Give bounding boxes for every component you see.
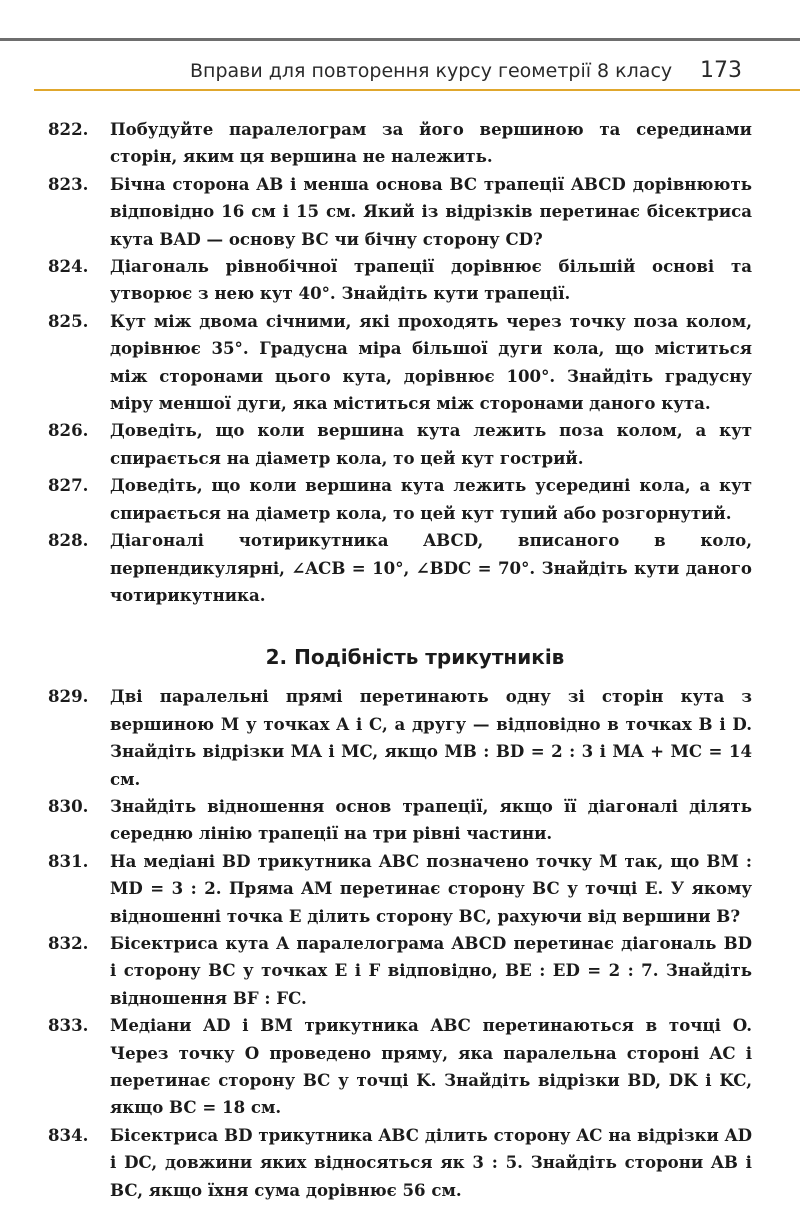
exercise-number: 833. <box>48 1015 89 1036</box>
header-rule <box>34 89 800 91</box>
exercise-text: Доведіть, що коли вершина кута лежить поза колом, а кут спирається на діаметр кола, то цей кут гострий. <box>110 420 752 468</box>
page-content <box>48 116 752 1204</box>
page-number: 173 <box>700 58 742 83</box>
exercise-item <box>48 848 752 930</box>
exercise-text: Кут між двома січними, які проходять через точку поза колом, дорівнює 35°. Градусна міра більшої дуги кола, що міститься між сторонами цього кута, дорівнює 100°. Знайдіть градусну міру меншої дуги, яка міститься між сторонами даного кута. <box>110 310 752 414</box>
exercise-item <box>48 472 752 527</box>
exercise-list-review <box>48 116 752 609</box>
exercise-number: 826. <box>48 420 89 441</box>
exercise-item <box>48 417 752 472</box>
exercise-number: 832. <box>48 932 89 953</box>
exercise-text: Бічна сторона AB і менша основа BC трапеції ABCD дорівнюють відповідно 16 см і 15 см. Який із відрізків перетинає бісектриса кута BAD — основу BC чи бічну сторону CD? <box>110 173 752 249</box>
exercise-text: Дві паралельні прямі перетинають одну зі сторін кута з вершиною M у точках A і C, а другу — відповідно в точках B і D. Знайдіть відрізки MA і MC, якщо MB : BD = 2 : 3 і MA + MC = 14 см. <box>110 686 752 789</box>
exercise-text: Діагональ рівнобічної трапеції дорівнює більшій основі та утворює з нею кут 40°. Знайдіть кути трапеції. <box>110 256 752 304</box>
exercise-text: Діагоналі чотирикутника ABCD, вписаного в коло, перпендикулярні, ∠ACB = 10°, ∠BDC = 70°. Знайдіть кути даного чотирикутника. <box>110 530 752 605</box>
exercise-item <box>48 116 752 171</box>
exercise-text: Знайдіть відношення основ трапеції, якщо її діагоналі ділять середню лінію трапеції на три рівні частини. <box>110 795 752 844</box>
exercise-number: 830. <box>48 795 89 816</box>
exercise-item <box>48 793 752 848</box>
exercise-number: 831. <box>48 850 89 871</box>
exercise-text: Бісектриса BD трикутника ABC ділить сторону AC на відрізки AD і DC, довжини яких відносяться як 3 : 5. Знайдіть сторони AB і BC, якщо їхня сума дорівнює 56 см. <box>110 1124 752 1200</box>
exercise-number: 834. <box>48 1124 89 1145</box>
exercise-item <box>48 1012 752 1122</box>
exercise-number: 827. <box>48 475 89 496</box>
exercise-number: 823. <box>48 173 89 194</box>
top-border-line <box>0 38 800 41</box>
exercise-number: 824. <box>48 256 89 277</box>
exercise-item <box>48 308 752 418</box>
exercise-text: Бісектриса кута A паралелограма ABCD перетинає діагональ BD і сторону BC у точках E і F відповідно, BE : ED = 2 : 7. Знайдіть відношення BF : FC. <box>110 932 752 1008</box>
page-header <box>0 56 800 90</box>
exercise-item <box>48 253 752 308</box>
exercise-item <box>48 683 752 793</box>
exercise-number: 829. <box>48 686 89 707</box>
exercise-text: На медіані BD трикутника ABC позначено точку M так, що BM : MD = 3 : 2. Пряма AM перетинає сторону BC у точці E. У якому відношенні точка E ділить сторону BC, рахуючи від вершини B? <box>110 850 752 926</box>
exercise-item <box>48 930 752 1012</box>
exercise-number: 822. <box>48 119 89 139</box>
running-header-title: Вправи для повторення курсу геометрії 8 класу <box>190 60 673 82</box>
exercise-item <box>48 1122 752 1204</box>
exercise-text: Медіани AD і BM трикутника ABC перетинаються в точці O. Через точку O проведено пряму, яка паралельна стороні AC і перетинає сторону BC у точці K. Знайдіть відрізки BD, DK і KC, якщо BC = 18 см. <box>110 1015 752 1118</box>
exercise-text: Побудуйте паралелограм за його вершиною та серединами сторін, яким ця вершина не належить. <box>110 119 752 167</box>
exercise-number: 828. <box>48 530 89 551</box>
exercise-item <box>48 171 752 253</box>
exercise-text: Доведіть, що коли вершина кута лежить усередині кола, а кут спирається на діаметр кола, то цей кут тупий або розгорнутий. <box>110 475 752 523</box>
exercise-list-similarity <box>48 683 752 1204</box>
exercise-item <box>48 527 752 609</box>
section-title: 2. Подібність трикутників <box>265 645 565 670</box>
exercise-number: 825. <box>48 310 89 331</box>
